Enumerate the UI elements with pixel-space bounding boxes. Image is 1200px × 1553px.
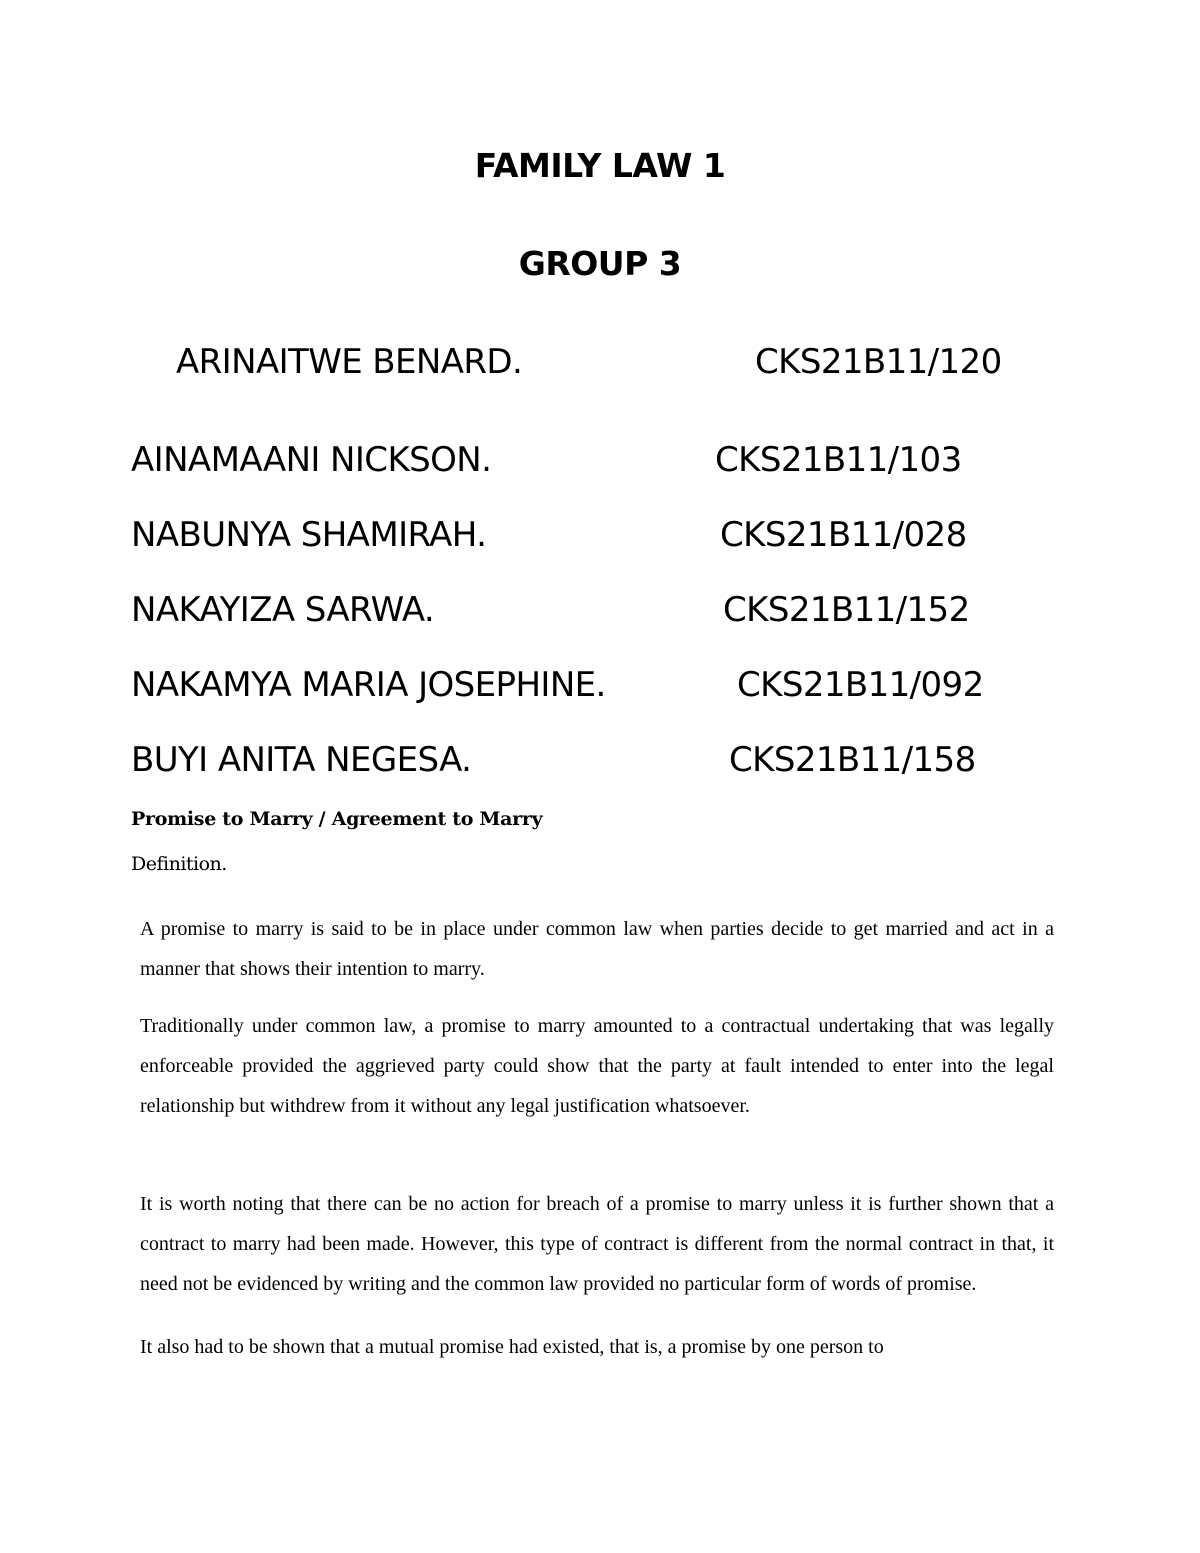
paragraph: A promise to marry is said to be in place under common law when parties decide to get married and act in a manner that shows their intention to marry. [140,918,1054,980]
section-heading: Promise to Marry / Agreement to Marry [131,808,543,830]
member-name: AINAMAANI NICKSON. [131,440,492,480]
member-name: NAKAYIZA SARWA. [131,590,435,630]
member-reg-no: CKS21B11/120 [755,342,1002,382]
member-name: BUYI ANITA NEGESA. [131,740,472,780]
paragraph: It also had to be shown that a mutual promise had existed, that is, a promise by one person to [140,1336,884,1358]
member-name: NABUNYA SHAMIRAH. [131,515,487,555]
member-reg-no: CKS21B11/158 [729,740,976,780]
paragraph: It is worth noting that there can be no action for breach of a promise to marry unless it is further shown that a contract to marry had been made. However, this type of contract is different from the normal contract in that, it need not be evidenced by writing and the common law provided no particular form of words of promise. [140,1193,1054,1295]
member-name: NAKAMYA MARIA JOSEPHINE. [131,665,606,705]
document-title: FAMILY LAW 1 [474,146,726,185]
member-reg-no: CKS21B11/103 [715,440,962,480]
member-name: ARINAITWE BENARD. [176,342,523,382]
member-reg-no: CKS21B11/092 [737,665,984,705]
definition-label: Definition. [131,853,227,875]
member-reg-no: CKS21B11/152 [723,590,970,630]
group-label: GROUP 3 [518,244,682,283]
paragraph: Traditionally under common law, a promise to marry amounted to a contractual undertaking that was legally enforceable provided the aggrieved party could show that the party at fault intended to enter into the legal relationship but withdrew from it without any legal justification whatsoever. [140,1015,1054,1117]
member-reg-no: CKS21B11/028 [720,515,967,555]
